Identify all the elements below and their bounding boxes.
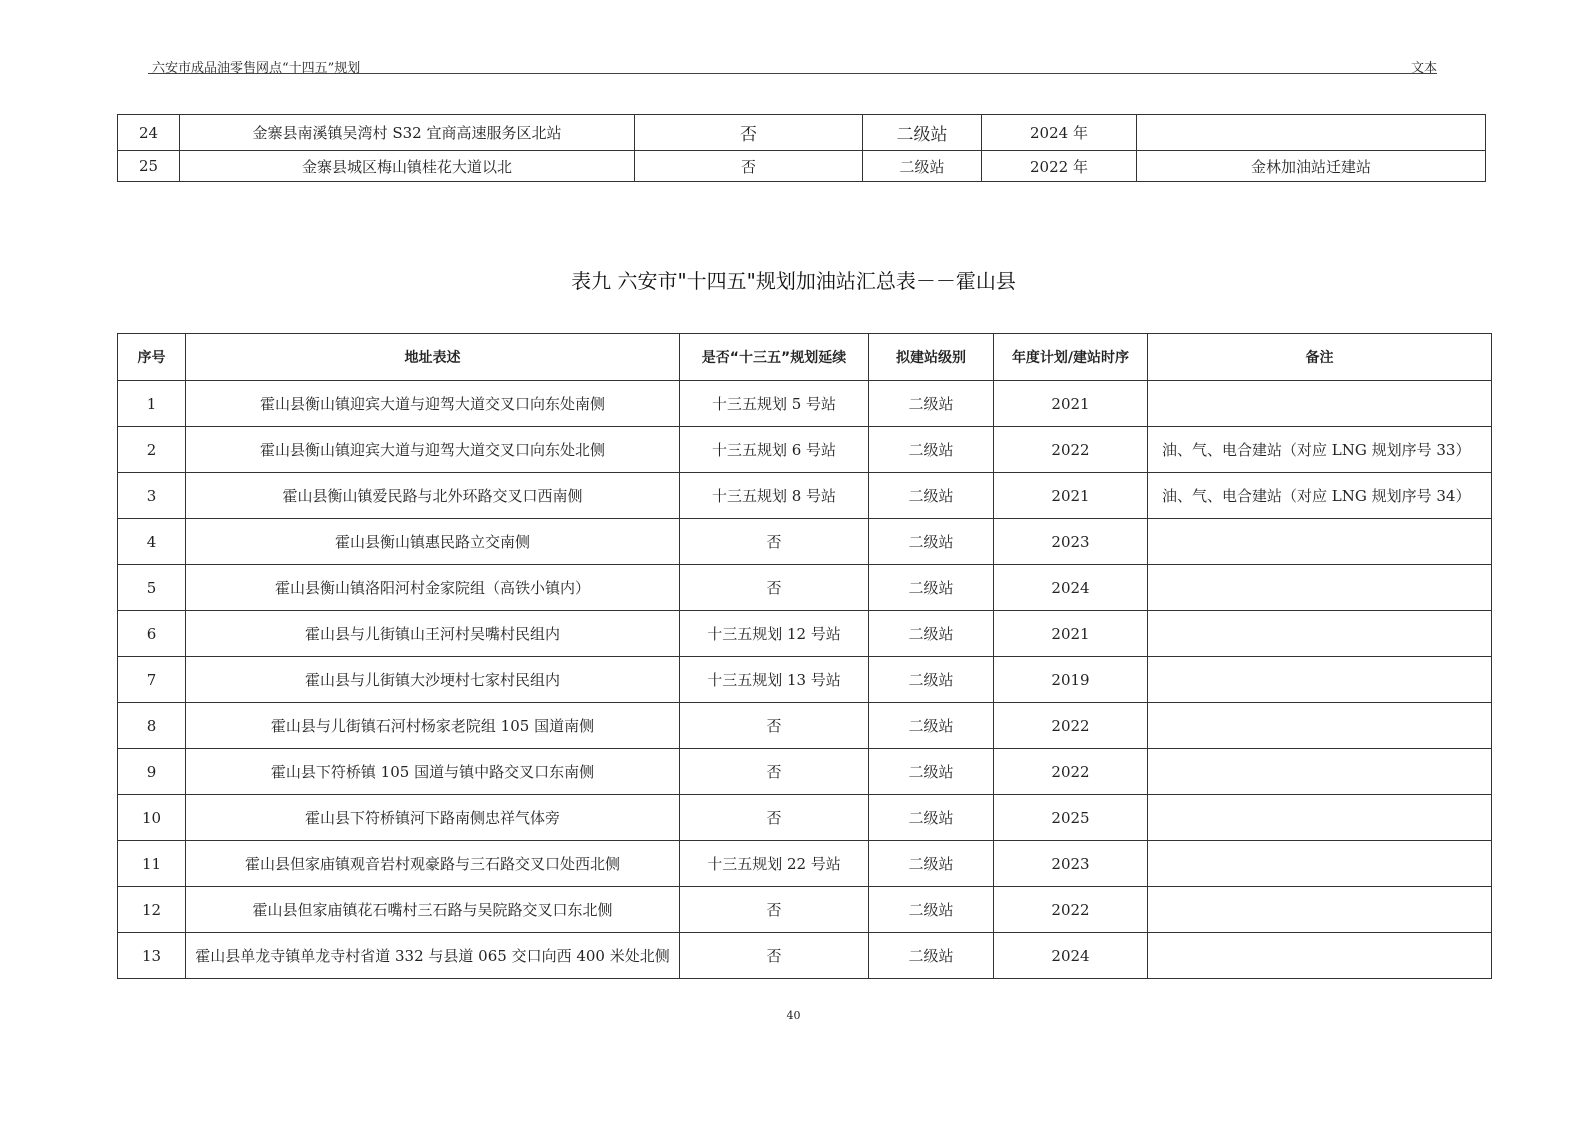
header-document-title: 六安市成品油零售网点“十四五”规划 (152, 61, 361, 76)
cell-year: 2023 (994, 841, 1148, 887)
cell-extension: 十三五规划 12 号站 (680, 611, 869, 657)
cell-note (1148, 657, 1492, 703)
cell-address: 金寨县城区梅山镇桂花大道以北 (180, 151, 635, 182)
cell-note (1148, 933, 1492, 979)
cell-year: 2024 年 (982, 115, 1137, 151)
cell-year: 2023 (994, 519, 1148, 565)
table-row (118, 933, 1492, 979)
table-row (118, 381, 1492, 427)
cell-extension: 否 (680, 519, 869, 565)
cell-extension: 十三五规划 5 号站 (680, 381, 869, 427)
cell-level: 二级站 (869, 703, 994, 749)
cell-address: 霍山县但家庙镇花石嘴村三石路与吴院路交叉口东北侧 (186, 887, 680, 933)
header-year: 年度计划/建站时序 (994, 334, 1148, 381)
cell-year: 2019 (994, 657, 1148, 703)
table-title: 表九 六安市"十四五"规划加油站汇总表－－霍山县 (571, 269, 1016, 293)
cell-address: 霍山县与儿街镇石河村杨家老院组 105 国道南侧 (186, 703, 680, 749)
cell-level: 二级站 (869, 611, 994, 657)
cell-address: 霍山县衡山镇迎宾大道与迎驾大道交叉口向东处南侧 (186, 381, 680, 427)
cell-no: 25 (118, 151, 180, 182)
table-row (118, 115, 1486, 151)
cell-year: 2025 (994, 795, 1148, 841)
table-row (118, 795, 1492, 841)
page-number: 40 (786, 1009, 801, 1022)
cell-no: 4 (118, 519, 186, 565)
cell-address: 霍山县但家庙镇观音岩村观豪路与三石路交叉口处西北侧 (186, 841, 680, 887)
cell-note (1137, 115, 1486, 151)
table-row (118, 887, 1492, 933)
cell-extension: 十三五规划 8 号站 (680, 473, 869, 519)
cell-level: 二级站 (869, 933, 994, 979)
cell-note (1148, 841, 1492, 887)
cell-address: 霍山县衡山镇洛阳河村金家院组（高铁小镇内） (186, 565, 680, 611)
cell-no: 8 (118, 703, 186, 749)
header-divider (148, 73, 1437, 74)
cell-no: 5 (118, 565, 186, 611)
cell-address: 金寨县南溪镇吴湾村 S32 宜商高速服务区北站 (180, 115, 635, 151)
cell-year: 2021 (994, 611, 1148, 657)
cell-level: 二级站 (869, 565, 994, 611)
cell-level: 二级站 (869, 657, 994, 703)
table-row (118, 473, 1492, 519)
cell-year: 2022 (994, 749, 1148, 795)
cell-note (1148, 519, 1492, 565)
cell-level: 二级站 (869, 887, 994, 933)
cell-extension: 否 (680, 933, 869, 979)
cell-address: 霍山县下符桥镇河下路南侧忠祥气体旁 (186, 795, 680, 841)
cell-year: 2021 (994, 381, 1148, 427)
cell-no: 11 (118, 841, 186, 887)
table-row (118, 151, 1486, 182)
cell-extension: 否 (680, 887, 869, 933)
cell-year: 2024 (994, 933, 1148, 979)
cell-no: 13 (118, 933, 186, 979)
cell-extension: 否 (635, 151, 863, 182)
cell-note (1148, 749, 1492, 795)
cell-note (1148, 703, 1492, 749)
cell-extension: 否 (680, 565, 869, 611)
cell-level: 二级站 (869, 749, 994, 795)
cell-year: 2022 年 (982, 151, 1137, 182)
cell-note (1148, 795, 1492, 841)
cell-no: 6 (118, 611, 186, 657)
cell-note: 金林加油站迁建站 (1137, 151, 1486, 182)
cell-note: 油、气、电合建站（对应 LNG 规划序号 33） (1148, 427, 1492, 473)
table-row (118, 565, 1492, 611)
cell-year: 2022 (994, 703, 1148, 749)
cell-address: 霍山县下符桥镇 105 国道与镇中路交叉口东南侧 (186, 749, 680, 795)
header-note: 备注 (1148, 334, 1492, 381)
cell-note (1148, 565, 1492, 611)
cell-extension: 十三五规划 22 号站 (680, 841, 869, 887)
cell-no: 12 (118, 887, 186, 933)
cell-address: 霍山县衡山镇惠民路立交南侧 (186, 519, 680, 565)
table-row (118, 749, 1492, 795)
table-row (118, 657, 1492, 703)
table-row (118, 841, 1492, 887)
cell-address: 霍山县与儿街镇大沙埂村七家村民组内 (186, 657, 680, 703)
cell-extension: 否 (680, 795, 869, 841)
cell-address: 霍山县衡山镇爱民路与北外环路交叉口西南侧 (186, 473, 680, 519)
cell-note (1148, 887, 1492, 933)
cell-address: 霍山县单龙寺镇单龙寺村省道 332 与县道 065 交口向西 400 米处北侧 (186, 933, 680, 979)
table-row (118, 519, 1492, 565)
cell-level: 二级站 (869, 427, 994, 473)
cell-no: 2 (118, 427, 186, 473)
cell-extension: 否 (680, 703, 869, 749)
cell-no: 1 (118, 381, 186, 427)
cell-note: 油、气、电合建站（对应 LNG 规划序号 34） (1148, 473, 1492, 519)
cell-extension: 十三五规划 6 号站 (680, 427, 869, 473)
cell-note (1148, 381, 1492, 427)
cell-year: 2021 (994, 473, 1148, 519)
table-header-row (118, 334, 1492, 381)
cell-level: 二级站 (869, 795, 994, 841)
header-extension: 是否“十三五”规划延续 (680, 334, 869, 381)
cell-note (1148, 611, 1492, 657)
cell-level: 二级站 (869, 519, 994, 565)
continued-table (117, 114, 1486, 182)
header-address: 地址表述 (186, 334, 680, 381)
table-row (118, 611, 1492, 657)
cell-address: 霍山县衡山镇迎宾大道与迎驾大道交叉口向东处北侧 (186, 427, 680, 473)
cell-level: 二级站 (869, 381, 994, 427)
cell-extension: 否 (635, 115, 863, 151)
cell-year: 2024 (994, 565, 1148, 611)
cell-year: 2022 (994, 887, 1148, 933)
cell-level: 二级站 (869, 473, 994, 519)
cell-level: 二级站 (863, 151, 982, 182)
cell-level: 二级站 (869, 841, 994, 887)
cell-year: 2022 (994, 427, 1148, 473)
cell-no: 7 (118, 657, 186, 703)
header-no: 序号 (118, 334, 186, 381)
cell-level: 二级站 (863, 115, 982, 151)
table-row (118, 703, 1492, 749)
cell-no: 10 (118, 795, 186, 841)
cell-no: 24 (118, 115, 180, 151)
cell-no: 9 (118, 749, 186, 795)
header-level: 拟建站级别 (869, 334, 994, 381)
cell-no: 3 (118, 473, 186, 519)
cell-extension: 否 (680, 749, 869, 795)
table-row (118, 427, 1492, 473)
cell-address: 霍山县与儿街镇山王河村吴嘴村民组内 (186, 611, 680, 657)
cell-extension: 十三五规划 13 号站 (680, 657, 869, 703)
huoshan-station-table (117, 333, 1492, 979)
header-section-label: 文本 (1410, 61, 1437, 76)
